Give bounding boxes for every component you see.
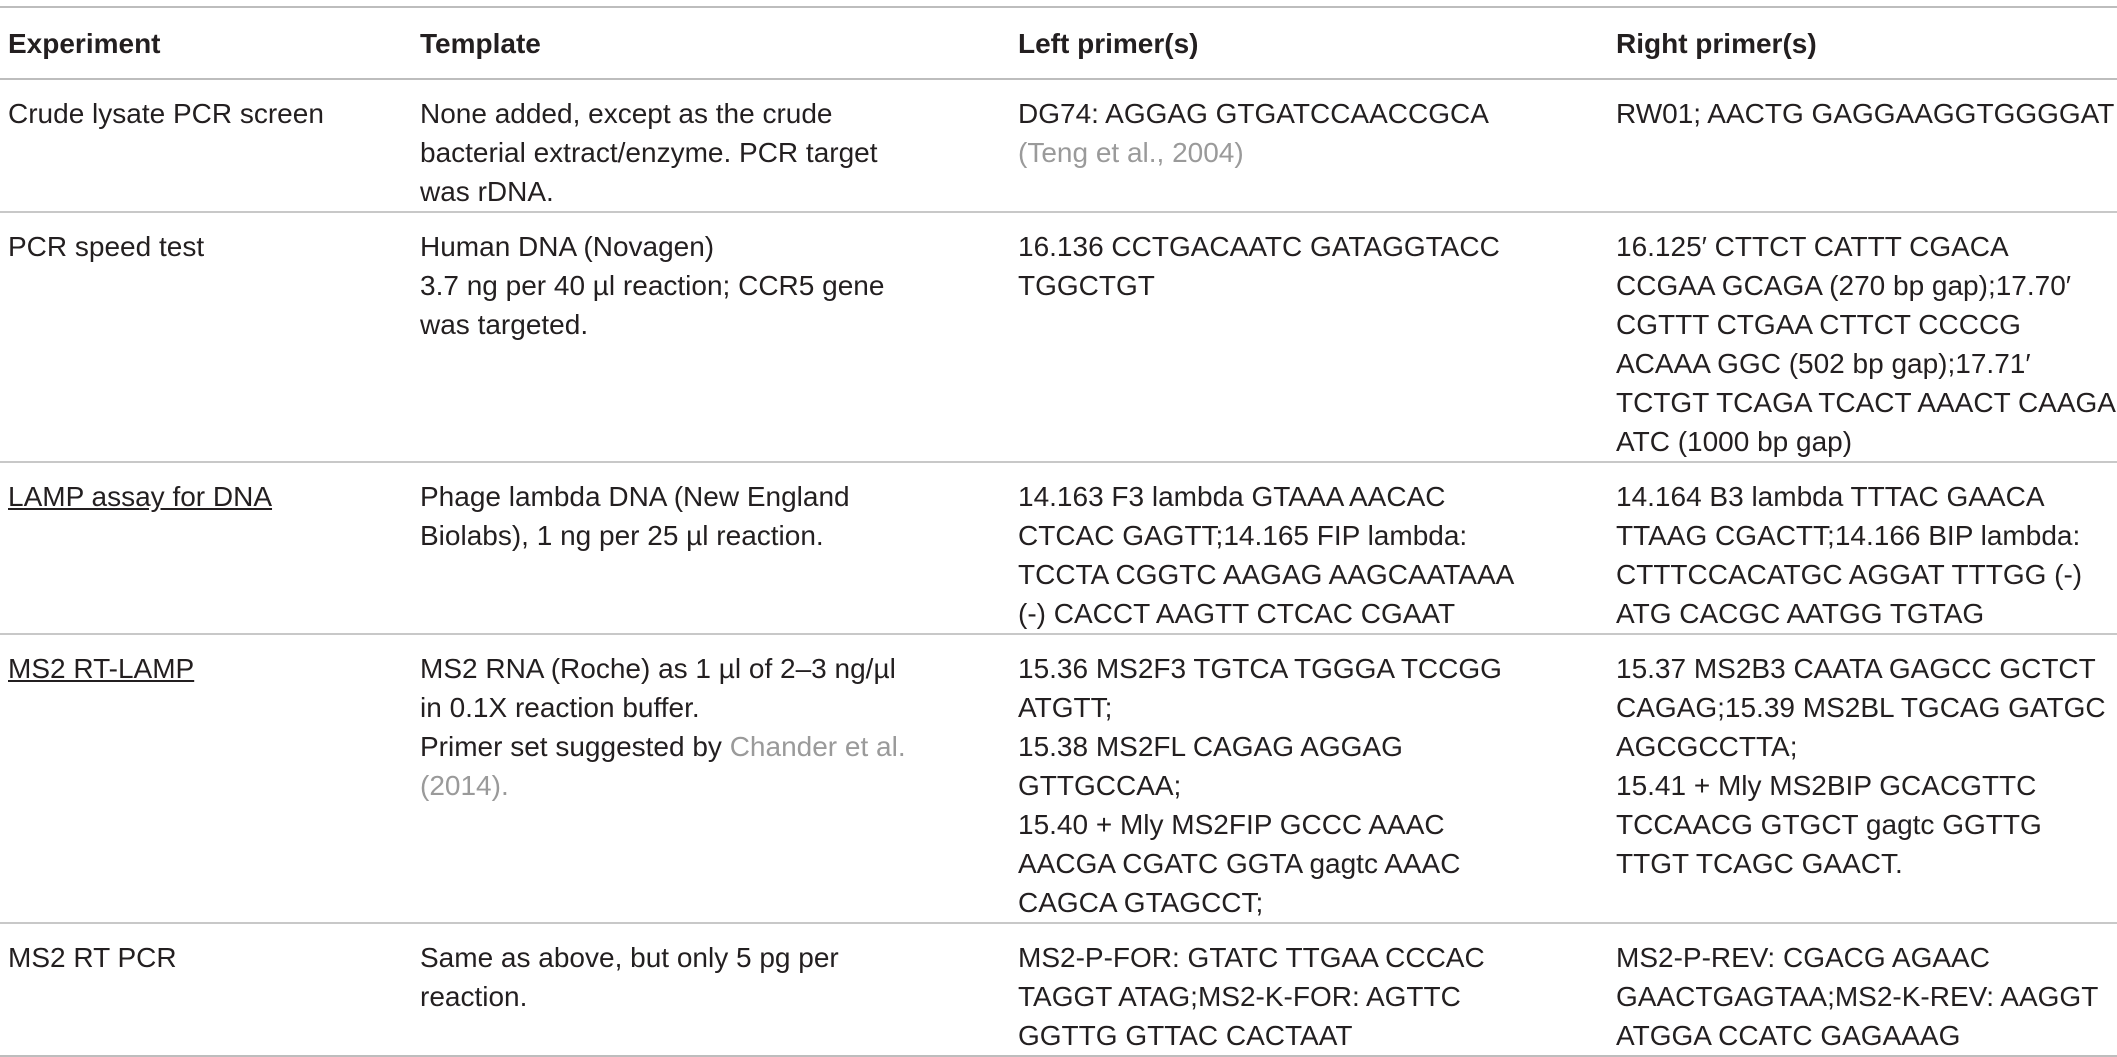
experiment-link[interactable]: LAMP assay for DNA xyxy=(8,481,273,512)
left-primer-line: TGGCTGT xyxy=(1018,270,1155,301)
citation-link[interactable]: (Teng et al., 2004) xyxy=(1018,137,1244,168)
left-primer-cell xyxy=(1010,79,1608,212)
right-primer-line: ATGGA CCATC GAGAAAG xyxy=(1616,1020,1961,1051)
right-primer-line: 14.164 B3 lambda TTTAC GAACA xyxy=(1616,481,2045,512)
left-primer-line: ATGTT; xyxy=(1018,692,1113,723)
template-line: 3.7 ng per 40 µl reaction; CCR5 gene xyxy=(420,270,885,301)
right-primer-line: CAGAG;15.39 MS2BL TGCAG GATGC xyxy=(1616,692,2106,723)
left-primer-cell xyxy=(1010,462,1608,634)
left-primer-line: CTCAC GAGTT;14.165 FIP lambda: xyxy=(1018,520,1468,551)
citation-link[interactable]: (2014). xyxy=(420,770,509,801)
right-primer-line: GAACTGAGTAA;MS2-K-REV: AAGGT xyxy=(1616,981,2099,1012)
template-cell xyxy=(412,634,1010,923)
table-row xyxy=(0,634,2117,923)
template-line: MS2 RNA (Roche) as 1 µl of 2–3 ng/µl xyxy=(420,653,896,684)
right-primer-cell xyxy=(1608,212,2117,462)
template-line: Same as above, but only 5 pg per xyxy=(420,942,839,973)
template-line: Phage lambda DNA (New England xyxy=(420,481,850,512)
right-primer-line: MS2-P-REV: CGACG AGAAC xyxy=(1616,942,1990,973)
template-cell xyxy=(412,212,1010,462)
left-primer-cell xyxy=(1010,923,1608,1056)
table-header-row xyxy=(0,7,2117,79)
table-row xyxy=(0,923,2117,1056)
experiment-name: Crude lysate PCR screen xyxy=(8,98,324,129)
right-primer-line: TTAAG CGACTT;14.166 BIP lambda: xyxy=(1616,520,2081,551)
right-primer-cell xyxy=(1608,634,2117,923)
template-cell xyxy=(412,462,1010,634)
experiment-cell xyxy=(0,634,412,923)
template-text: Primer set suggested by Chander et al. xyxy=(420,731,906,762)
template-cell xyxy=(412,923,1010,1056)
right-primer-cell xyxy=(1608,79,2117,212)
left-primer-cell xyxy=(1010,634,1608,923)
left-primer-line: 16.136 CCTGACAATC GATAGGTACC xyxy=(1018,231,1500,262)
template-line: reaction. xyxy=(420,981,528,1012)
citation-link[interactable]: Chander et al. xyxy=(729,731,906,762)
template-cell xyxy=(412,79,1010,212)
left-primer-line: AACGA CGATC GGTA gagtc AAAC xyxy=(1018,848,1461,879)
experiment-name: PCR speed test xyxy=(8,231,205,262)
left-primer-line: 15.38 MS2FL CAGAG AGGAG xyxy=(1018,731,1403,762)
right-primer-line: 15.41 + Mly MS2BIP GCACGTTC xyxy=(1616,770,2037,801)
left-primer-line: 14.163 F3 lambda GTAAA AACAC xyxy=(1018,481,1446,512)
right-primer-line: TCTGT TCAGA TCACT AAACT CAAGA xyxy=(1616,387,2116,418)
experiment-cell xyxy=(0,212,412,462)
template-line: in 0.1X reaction buffer. xyxy=(420,692,700,723)
right-primer-line: TTGT TCAGC GAACT. xyxy=(1616,848,1903,879)
experiment-link[interactable]: MS2 RT-LAMP xyxy=(8,653,195,684)
right-primer-line: RW01; AACTG GAGGAAGGTGGGGAT xyxy=(1616,98,2115,129)
template-line xyxy=(420,727,1002,766)
left-primer-line: TCCTA CGGTC AAGAG AAGCAATAAA xyxy=(1018,559,1515,590)
right-primer-line: ACAAA GGC (502 bp gap);17.71′ xyxy=(1616,348,2031,379)
header-experiment: Experiment xyxy=(0,7,412,79)
left-primer-line: GGTTG GTTAC CACTAAT xyxy=(1018,1020,1353,1051)
template-line: Human DNA (Novagen) xyxy=(420,231,715,262)
right-primer-line: ATG CACGC AATGG TGTAG xyxy=(1616,598,1985,629)
template-line: was targeted. xyxy=(420,309,589,340)
right-primer-cell xyxy=(1608,923,2117,1056)
template-line: Biolabs), 1 ng per 25 µl reaction. xyxy=(420,520,824,551)
left-primer-line: GTTGCCAA; xyxy=(1018,770,1182,801)
primer-table xyxy=(0,6,2117,1057)
right-primer-line: TCCAACG GTGCT gagtc GGTTG xyxy=(1616,809,2042,840)
left-primer-cell xyxy=(1010,212,1608,462)
left-primer-line: MS2-P-FOR: GTATC TTGAA CCCAC xyxy=(1018,942,1485,973)
right-primer-line: CTTTCCACATGC AGGAT TTTGG (-) xyxy=(1616,559,2083,590)
table-row xyxy=(0,462,2117,634)
right-primer-line: CGTTT CTGAA CTTCT CCCCG xyxy=(1616,309,2021,340)
left-primer-line: CAGCA GTAGCCT; xyxy=(1018,887,1264,918)
template-line: was rDNA. xyxy=(420,176,554,207)
right-primer-line: AGCGCCTTA; xyxy=(1616,731,1798,762)
header-template: Template xyxy=(412,7,1010,79)
left-primer-line: (-) CACCT AAGTT CTCAC CGAAT xyxy=(1018,598,1456,629)
experiment-name: MS2 RT PCR xyxy=(8,942,177,973)
right-primer-line: CCGAA GCAGA (270 bp gap);17.70′ xyxy=(1616,270,2072,301)
right-primer-cell xyxy=(1608,462,2117,634)
right-primer-line: 16.125′ CTTCT CATTT CGACA xyxy=(1616,231,2009,262)
right-primer-line: ATC (1000 bp gap) xyxy=(1616,426,1853,457)
template-line: None added, except as the crude xyxy=(420,98,833,129)
template-line: bacterial extract/enzyme. PCR target xyxy=(420,137,878,168)
left-primer-line: TAGGT ATAG;MS2-K-FOR: AGTTC xyxy=(1018,981,1461,1012)
header-left-primers: Left primer(s) xyxy=(1010,7,1608,79)
right-primer-line: 15.37 MS2B3 CAATA GAGCC GCTCT xyxy=(1616,653,2096,684)
left-primer-line: 15.40 + Mly MS2FIP GCCC AAAC xyxy=(1018,809,1445,840)
left-primer-line: 15.36 MS2F3 TGTCA TGGGA TCCGG xyxy=(1018,653,1502,684)
experiment-cell xyxy=(0,79,412,212)
left-primer-line: DG74: AGGAG GTGATCCAACCGCA xyxy=(1018,98,1489,129)
table-row xyxy=(0,79,2117,212)
table-row xyxy=(0,212,2117,462)
header-right-primers: Right primer(s) xyxy=(1608,7,2117,79)
experiment-cell xyxy=(0,462,412,634)
experiment-cell xyxy=(0,923,412,1056)
